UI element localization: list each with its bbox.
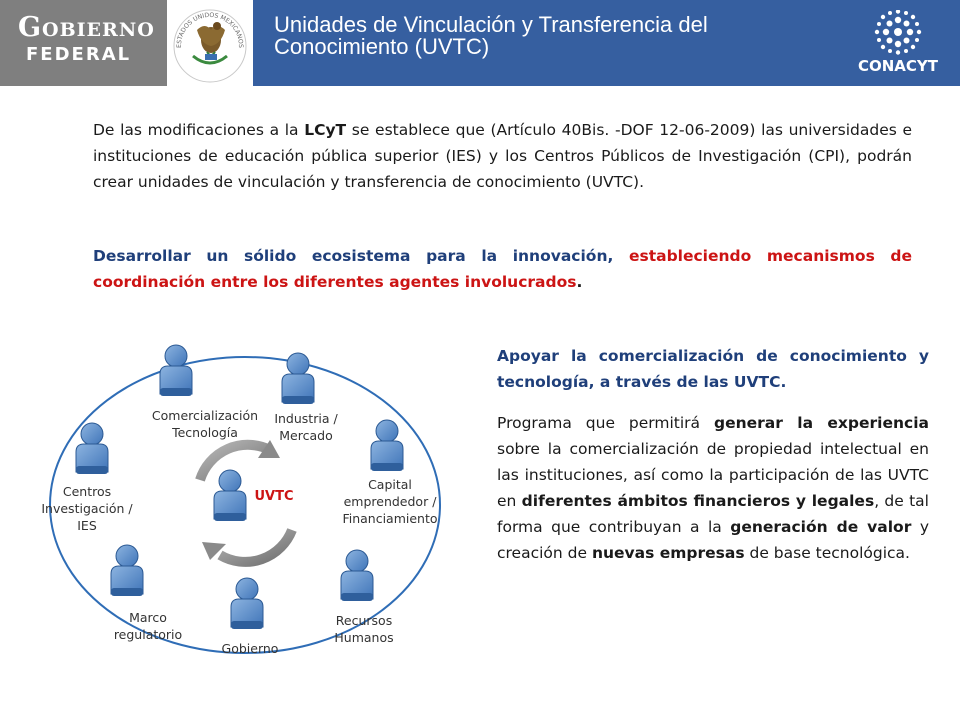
label-centros-l3: IES [77, 518, 97, 533]
goal-paragraph [93, 243, 912, 295]
label-centros [32, 483, 142, 534]
r2-b4: nuevas empresas [591, 544, 745, 562]
program-paragraph [497, 410, 929, 566]
p1-text-c: se establece que (Artículo 40Bis. -DOF 12-06-2009) las universidades e instituciones de educación pública superior (IES) y los Centros Públicos de Investigación (CPI), podrán crear unidades de vinculación y transferencia de conocimiento (UVTC). [93, 121, 912, 191]
p2-text-a: Desarrollar un sólido ecosistema para la innovación, [93, 247, 629, 265]
page-title: Unidades de Vinculación y Transferencia del Conocimiento (UVTC) [274, 12, 708, 59]
gov-logo-line2: FEDERAL [26, 44, 132, 65]
p1-lcyt: LCyT [304, 121, 347, 139]
label-marco [100, 609, 196, 643]
gov-logo-line1: Gobierno [18, 12, 155, 43]
r2-t4: y creación de [497, 518, 929, 562]
label-comercializacion-l2: Tecnología [172, 425, 238, 440]
label-recursos-l1: Recursos [335, 613, 393, 628]
conacyt-dots-icon [848, 10, 948, 56]
label-centros-l1: Centros [62, 484, 112, 499]
person-icon-comercializacion [160, 345, 192, 396]
label-marco-l1: Marco [129, 610, 167, 625]
p2-text-c: . [576, 273, 583, 291]
person-icon-centros [76, 423, 108, 474]
person-icon-gobierno [231, 578, 263, 629]
p1-text-a: De las modificaciones a la [93, 121, 305, 139]
mexico-seal [167, 0, 253, 86]
mexico-seal-icon [167, 0, 253, 86]
label-gobierno-l1: Gobierno [221, 641, 279, 656]
person-icon-marco [111, 545, 143, 596]
uvtc-ecosystem-diagram [30, 330, 460, 670]
r2-t2: sobre la comercialización de propiedad intelectual en las instituciones, así como la participación de las UVTC en [497, 440, 929, 510]
label-centros-l2: Investigación / [41, 501, 133, 516]
person-icon-recursos [341, 550, 373, 601]
conacyt-label: CONACYT [857, 57, 939, 75]
label-recursos [316, 612, 412, 646]
r2-t5: de base tecnológica. [744, 544, 910, 562]
r2-b1: generar la experiencia [713, 414, 929, 432]
label-capital-l3: Financiamiento [342, 511, 438, 526]
label-comercializacion-l1: Comercialización [151, 408, 259, 423]
conacyt-logo [848, 10, 948, 80]
gobierno-federal-logo [0, 0, 167, 86]
support-heading: Apoyar la comercialización de conocimiento y tecnología, a través de las UVTC. [497, 347, 929, 391]
r2-t3: , de tal forma que contribuyan a la [497, 492, 929, 536]
person-icon-uvtc [214, 470, 246, 521]
r2-t1: Programa que permitirá [497, 414, 714, 432]
label-capital-l2: emprendedor / [343, 494, 437, 509]
intro-paragraph [93, 117, 912, 195]
label-uvtc: UVTC [254, 489, 294, 504]
seal-text: ESTADOS UNIDOS MEXICANOS [175, 11, 245, 48]
header-bar [0, 0, 960, 86]
p2-text-red: estableciendo mecanismos de coordinación entre los diferentes agentes involucrados [93, 247, 912, 291]
label-recursos-l2: Humanos [334, 630, 394, 645]
r2-b2: diferentes ámbitos financieros y legales [521, 492, 875, 510]
label-gobierno [210, 640, 290, 657]
label-comercializacion [140, 407, 270, 441]
label-industria [258, 410, 354, 444]
cycle-arrow-bottom [220, 530, 292, 562]
label-marco-l2: regulatorio [113, 627, 183, 642]
label-capital [328, 476, 452, 527]
label-industria-l2: Mercado [279, 428, 333, 443]
r2-b3: generación de valor [730, 518, 912, 536]
person-icon-capital [371, 420, 403, 471]
label-capital-l1: Capital [368, 477, 412, 492]
label-industria-l1: Industria / [274, 411, 338, 426]
